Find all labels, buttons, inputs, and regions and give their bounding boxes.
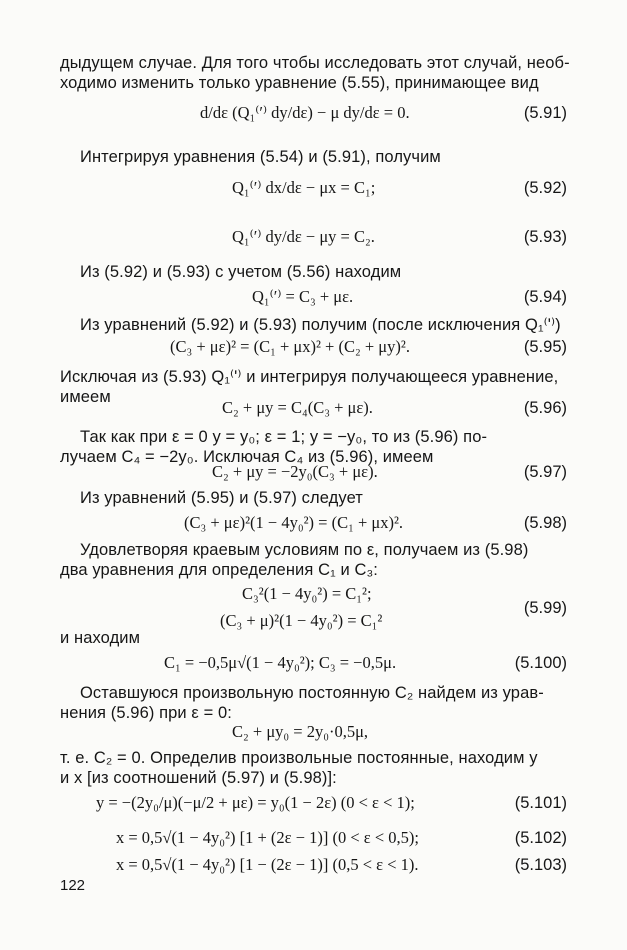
paragraph-line: Из уравнений (5.92) и (5.93) получим (после исключения Q₁⁽ʹ⁾) [80, 316, 561, 334]
equation-number: (5.98) [523, 514, 567, 532]
paragraph-line: лучаем C₄ = −2y₀. Исключая C₄ из (5.96), имеем [60, 448, 434, 466]
equation: d/dε (Q₁⁽ʹ⁾ dy/dε) − μ dy/dε = 0. [200, 103, 410, 122]
equation: x = 0,5√(1 − 4y₀²) [1 − (2ε − 1)] (0,5 < ε < 1). [116, 855, 419, 874]
equation-number: (5.97) [523, 463, 567, 481]
paragraph-line: и находим [60, 629, 141, 647]
paragraph-line: имеем [60, 388, 111, 406]
equation-number: (5.99) [523, 599, 567, 617]
paragraph-line: Так как при ε = 0 y = y₀; ε = 1; y = −y₀, то из (5.96) по- [80, 428, 488, 446]
equation: C₁ = −0,5μ√(1 − 4y₀²); C₃ = −0,5μ. [164, 653, 397, 672]
equation: C₂ + μy₀ = 2y₀·0,5μ, [232, 722, 369, 741]
equation-number: (5.102) [514, 829, 567, 847]
paragraph-line: нения (5.96) при ε = 0: [60, 704, 232, 722]
paragraph-line: т. е. C₂ = 0. Определив произвольные постоянные, находим y [60, 749, 538, 767]
equation: Q₁⁽ʹ⁾ dx/dε − μx = C₁; [232, 178, 376, 197]
paragraph-line: Удовлетворяя краевым условиям по ε, получаем из (5.98) [80, 541, 529, 559]
paragraph-line: Исключая из (5.93) Q₁⁽ʹ⁾ и интегрируя получающееся уравнение, [60, 368, 559, 386]
page-number: 122 [60, 877, 86, 894]
equation: (C₃ + με)² = (C₁ + μx)² + (C₂ + μy)². [170, 337, 410, 356]
paragraph-line: Оставшуюся произвольную постоянную C₂ найдем из урав- [80, 684, 544, 702]
equation: Q₁⁽ʹ⁾ dy/dε − μy = C₂. [232, 227, 375, 246]
paragraph-line: Из (5.92) и (5.93) с учетом (5.56) находим [80, 263, 402, 281]
equation: C₂ + μy = C₄(C₃ + με). [222, 398, 373, 417]
equation-number: (5.91) [523, 104, 567, 122]
paragraph-line: ходимо изменить только уравнение (5.55), принимающее вид [60, 74, 539, 92]
equation: x = 0,5√(1 − 4y₀²) [1 + (2ε − 1)] (0 < ε < 0,5); [116, 828, 419, 847]
equation-number: (5.100) [514, 654, 567, 672]
equation-number: (5.101) [514, 794, 567, 812]
equation-number: (5.96) [523, 399, 567, 417]
paragraph-line: и x [из соотношений (5.97) и (5.98)]: [60, 769, 337, 787]
equation: (C₃ + μ)²(1 − 4y₀²) = C₁² [220, 611, 383, 630]
paragraph-line: Из уравнений (5.95) и (5.97) следует [80, 489, 363, 507]
paragraph-line: Интегрируя уравнения (5.54) и (5.91), получим [80, 148, 441, 166]
equation: (C₃ + με)²(1 − 4y₀²) = (C₁ + μx)². [184, 513, 404, 532]
equation: C₃²(1 − 4y₀²) = C₁²; [242, 584, 372, 603]
paragraph-line: дыдущем случае. Для того чтобы исследовать этот случай, необ- [60, 54, 570, 72]
equation-number: (5.103) [514, 856, 567, 874]
equation: y = −(2y₀/μ)(−μ/2 + με) = y₀(1 − 2ε) (0 < ε < 1); [96, 793, 415, 812]
equation-number: (5.95) [523, 338, 567, 356]
equation: C₂ + μy = −2y₀(C₃ + με). [212, 462, 378, 481]
equation-number: (5.92) [523, 179, 567, 197]
paragraph-line: два уравнения для определения C₁ и C₃: [60, 561, 378, 579]
equation: Q₁⁽ʹ⁾ = C₃ + με. [252, 287, 354, 306]
equation-number: (5.93) [523, 228, 567, 246]
equation-number: (5.94) [523, 288, 567, 306]
